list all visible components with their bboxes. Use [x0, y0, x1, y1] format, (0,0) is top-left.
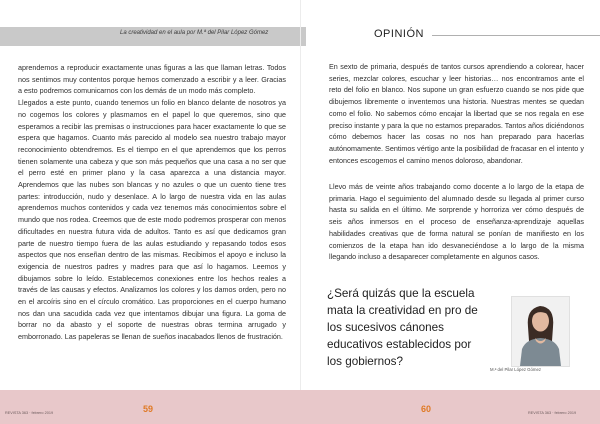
body-paragraph: Llegados a este punto, cuando tenemos un folio en blanco delante de nosotros ya no cogemos los colores y plasmamos en el papel lo que queremos, sino que esperamos a recibir las premisas o instrucciones para hacer exactamente lo que se espera que hagamos. Cuanto más parecido al modelo sea nuestro trabajo mayor reconocimiento obtendremos. Es el tiempo en el que aprendemos que los perros tienen solamente una cabeza y que son más pequeños que una casa a no ser que el perro esté en primer plano y la casa aparezca a una distancia mayor. Aprendemos que las nubes son blancas y no azules o que un cuento tiene tres partes: introducción, nudo y desenlace. A lo largo de nuestra vida en las aulas aprendemos muchos contenidos y cada vez tenemos más conocimientos sobre el mundo que nos rodea. Creemos que de este modo podremos prosperar con menos dificultades en nuestra futura vida de adultos. Tanto es así que dedicamos gran parte de nuestro tiempo fuera de las aulas estudiando y repasando todos esos aspectos que nos enseñan dentro de las mismas. Recibimos el apoyo e incluso la exigencia de nuestros padres y madres para que así lo hagamos. Leemos y dibujamos sobre lo leído. Establecemos conexiones entre los hechos reales a través de las causas y efectos. Analizamos los colores y los damos orden, pero no en el arcoíris sino en el círculo cromático. Las proporciones en el cuerpo humano nos dan una sacudida cada vez que intentamos dibujar una figura. La goma de borrar no da abasto y el soporte de nuestras obras termina arrugado y emborronado. Las papeleras se llenan de sueños inacabados llenos de frustración.: [18, 98, 286, 342]
body-paragraph: Llevo más de veinte años trabajando como docente a lo largo de la etapa de primaria. Hago el seguimiento del alumnado desde su llegada al primer curso hasta su salida en el último. Me sorprende y horroriza ver cómo después de seis años inmersos en el proceso de enseñanza-aprendizaje aquellas habilidades creativas que de forma natural se ponían de manifiesto en los comienzos de la etapa han ido desvaneciéndose a lo largo de la misma llegando incluso a desaparecer completamente en algunos casos.: [329, 182, 584, 262]
right-page-number: 60: [421, 404, 432, 414]
page-gutter: [300, 0, 301, 390]
left-page-body: [18, 62, 286, 343]
section-rule: [432, 35, 600, 36]
body-paragraph: En sexto de primaria, después de tantos cursos aprendiendo a colorear, hacer series, mezclar colores, escuchar y leer historias… nos encontramos ante el reto del folio en blanco. Nos supone un gran esfuerzo cuando se nos pide que dibujemos libremente o inventemos una historia. Nuestras mentes se quedan como el folio. No sabemos cómo encajar la libertad que se nos regala en ese preciso instante y para la que no estamos preparados. Tantos años diciéndonos cómo debemos hacer las cosas no nos han preparado para hacerlas autónomamente. Sentimos vértigo ante la posibilidad de fracasar en el intento y entonces escogemos el camino menos doloroso, abandonar.: [329, 62, 584, 165]
section-title: OPINIÓN: [374, 28, 424, 40]
right-page-body-middle: [329, 181, 584, 263]
body-paragraph: aprendemos a reproducir exactamente unas figuras a las que llaman letras. Todos nos sentimos muy contentos porque hemos comenzado a escribir y a leer. Gracias a esto podremos comunicarnos con los demás de un modo más completo.: [18, 63, 286, 96]
footer-right-meta: REVISTA 363 · febrero 2019: [528, 411, 577, 415]
footer-left-meta: REVISTA 363 · febrero 2019: [5, 411, 54, 415]
pull-quote: ¿Será quizás que la escuela mata la creatividad en pro de los sucesivos cánones educativos establecidos por los gobiernos?: [327, 287, 478, 368]
author-portrait-image: [512, 297, 569, 366]
footer-band: [0, 390, 600, 424]
running-title: La creatividad en el aula por M.ª del Pilar López Gómez: [120, 30, 269, 36]
photo-caption: M.ª del Pilar López Gómez: [490, 367, 542, 372]
right-page-body-top: [329, 61, 584, 166]
author-photo: [511, 296, 570, 367]
left-page-number: 59: [143, 404, 154, 414]
